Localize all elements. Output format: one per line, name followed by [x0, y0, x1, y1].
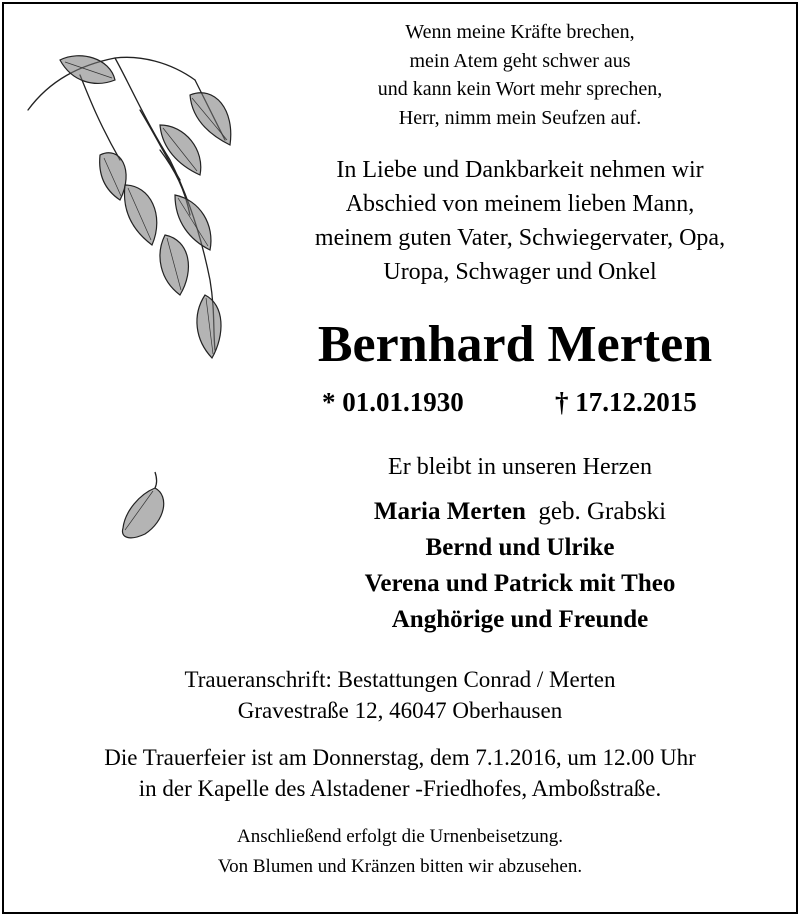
intro-line: Abschied von meinem lieben Mann,	[345, 191, 695, 217]
family-line: Bernd und Ulrike	[425, 534, 615, 561]
intro-line: Uropa, Schwager und Onkel	[383, 259, 657, 285]
family-line	[260, 494, 780, 530]
address-line: Traueranschrift: Bestattungen Conrad / Merten	[184, 667, 616, 692]
service-line: in der Kapelle des Alstadener -Friedhofes, Amboßstraße.	[138, 776, 662, 801]
deceased-name: Bernhard Merten	[317, 316, 713, 373]
falling-leaf-icon	[115, 466, 175, 546]
birch-branch-icon	[20, 40, 250, 370]
family-line: Anghörige und Freunde	[391, 606, 649, 633]
mourning-address	[30, 664, 770, 726]
family-first-name: Maria Merten	[373, 498, 526, 525]
funeral-service	[10, 742, 790, 804]
family-list	[260, 494, 780, 638]
memory-line: Er bleibt in unseren Herzen	[388, 454, 652, 480]
verse-line: und kann kein Wort mehr sprechen,	[377, 78, 663, 100]
verse-line: Herr, nimm mein Seufzen auf.	[398, 106, 642, 129]
intro-line: meinem guten Vater, Schwiegervater, Opa,	[314, 225, 726, 251]
service-line: Die Trauerfeier ist am Donnerstag, dem 7.1.2016, um 12.00 Uhr	[104, 745, 696, 770]
note-line: Anschließend erfolgt die Urnenbeisetzung.	[236, 826, 564, 847]
intro-text	[250, 153, 790, 289]
verse	[290, 18, 750, 132]
verse-line: Wenn meine Kräfte brechen,	[405, 21, 635, 43]
note-line: Von Blumen und Kränzen bitten wir abzusehen.	[217, 856, 583, 877]
verse-line: mein Atem geht schwer aus	[409, 49, 631, 72]
family-line: Verena und Patrick mit Theo	[364, 570, 676, 597]
intro-line: In Liebe und Dankbarkeit nehmen wir	[336, 157, 704, 183]
birth-date: * 01.01.1930	[322, 387, 464, 417]
address-line: Gravestraße 12, 46047 Oberhausen	[237, 698, 563, 723]
death-date: † 17.12.2015	[555, 387, 697, 417]
family-maiden-name: geb. Grabski	[538, 498, 667, 525]
notes	[30, 822, 770, 882]
